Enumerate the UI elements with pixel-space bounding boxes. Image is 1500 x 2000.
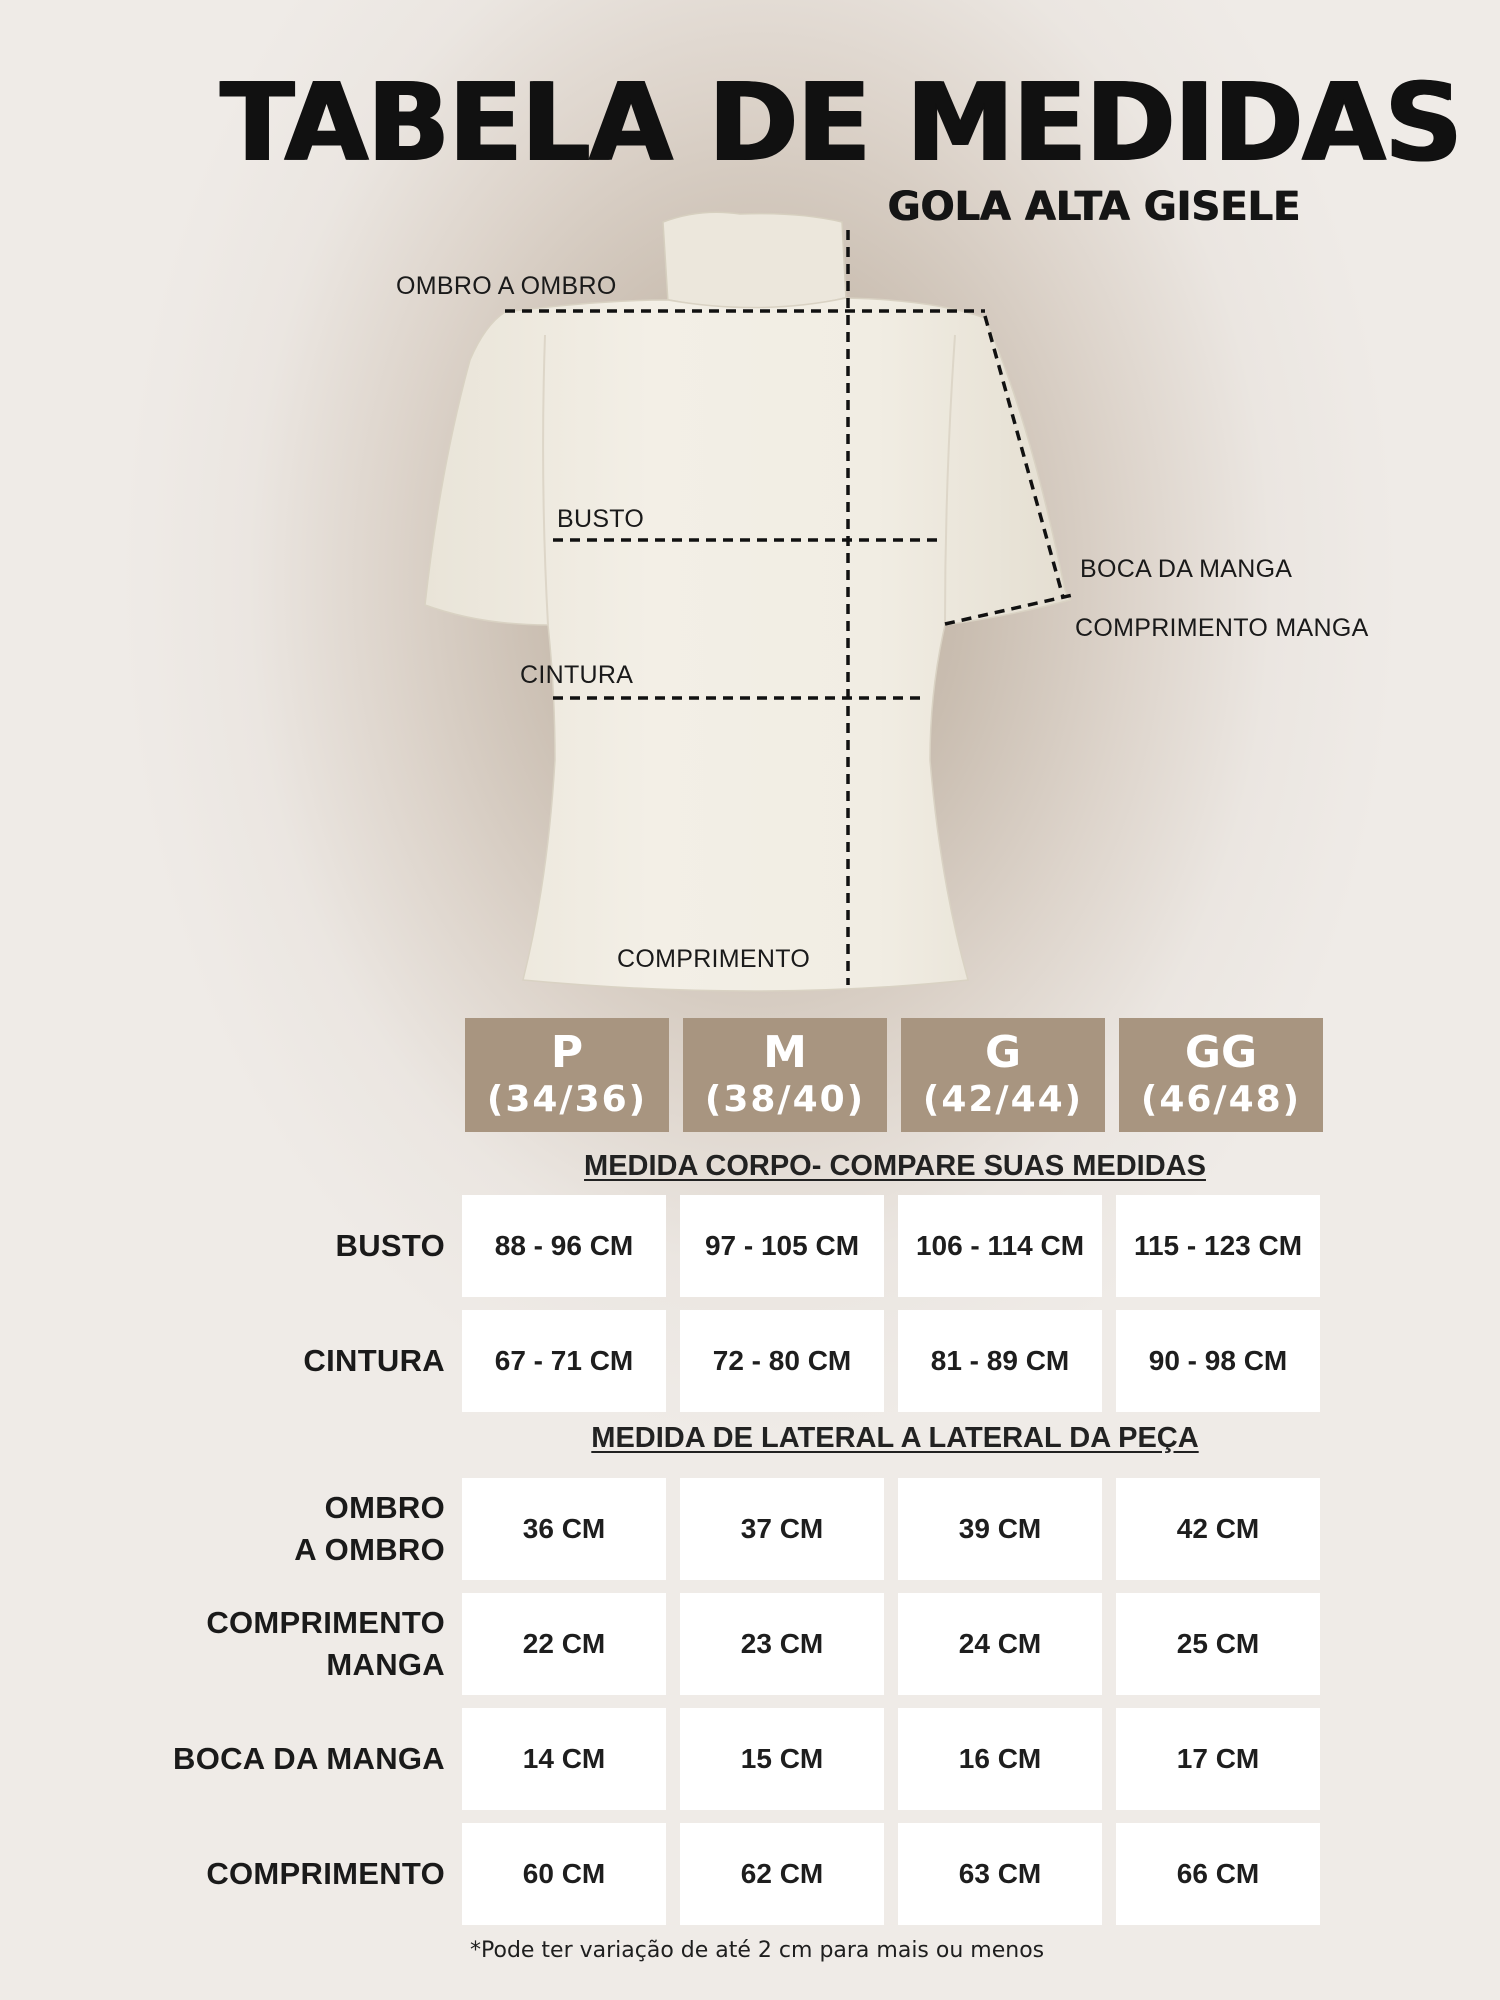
table-cell: 16 CM <box>898 1708 1102 1810</box>
table-cell: 36 CM <box>462 1478 666 1580</box>
label-cintura: CINTURA <box>520 661 634 689</box>
size-header-g <box>901 1018 1105 1132</box>
label-comprimento-manga: COMPRIMENTO MANGA <box>1075 614 1369 642</box>
size-header-p <box>465 1018 669 1132</box>
table-cell: 17 CM <box>1116 1708 1320 1810</box>
body-section-title: MEDIDA CORPO- COMPARE SUAS MEDIDAS <box>584 1150 1206 1182</box>
size-letter: M <box>763 1027 807 1078</box>
row-label-boca-da-manga: BOCA DA MANGA <box>173 1741 445 1776</box>
row-label-cintura: CINTURA <box>303 1343 445 1378</box>
label-comprimento: COMPRIMENTO <box>617 945 811 973</box>
table-cell: 67 - 71 CM <box>462 1310 666 1412</box>
label-ombro-a-ombro: OMBRO A OMBRO <box>396 272 617 300</box>
table-cell: 97 - 105 CM <box>680 1195 884 1297</box>
table-cell: 14 CM <box>462 1708 666 1810</box>
size-range: (42/44) <box>922 1079 1084 1120</box>
garment-section-title: MEDIDA DE LATERAL A LATERAL DA PEÇA <box>591 1422 1199 1454</box>
table-cell: 60 CM <box>462 1823 666 1925</box>
table-cell: 42 CM <box>1116 1478 1320 1580</box>
table-cell: 15 CM <box>680 1708 884 1810</box>
table-cell: 88 - 96 CM <box>462 1195 666 1297</box>
table-cell: 37 CM <box>680 1478 884 1580</box>
row-label-ombro-a-ombro: OMBRO A OMBRO <box>294 1490 445 1567</box>
table-cell: 62 CM <box>680 1823 884 1925</box>
table-cell: 81 - 89 CM <box>898 1310 1102 1412</box>
size-range: (34/36) <box>486 1079 648 1120</box>
size-letter: GG <box>1184 1027 1258 1078</box>
table-cell: 66 CM <box>1116 1823 1320 1925</box>
table-cell: 22 CM <box>462 1593 666 1695</box>
table-cell: 24 CM <box>898 1593 1102 1695</box>
size-range: (46/48) <box>1140 1079 1302 1120</box>
table-cell: 106 - 114 CM <box>898 1195 1102 1297</box>
size-header-m <box>683 1018 887 1132</box>
label-boca-da-manga: BOCA DA MANGA <box>1080 555 1293 583</box>
row-label-busto: BUSTO <box>335 1228 445 1263</box>
shirt-body <box>425 298 1070 991</box>
size-letter: P <box>550 1027 584 1078</box>
size-header-gg <box>1119 1018 1323 1132</box>
collar-shape <box>663 212 846 309</box>
row-label-comprimento-manga: COMPRIMENTO MANGA <box>206 1605 445 1682</box>
table-cell: 25 CM <box>1116 1593 1320 1695</box>
size-range: (38/40) <box>704 1079 866 1120</box>
table-cell: 63 CM <box>898 1823 1102 1925</box>
table-cell: 39 CM <box>898 1478 1102 1580</box>
size-letter: G <box>984 1027 1022 1078</box>
table-cell: 115 - 123 CM <box>1116 1195 1320 1297</box>
variation-footnote: *Pode ter variação de até 2 cm para mais ou menos <box>470 1938 1045 1963</box>
row-label-comprimento: COMPRIMENTO <box>206 1856 445 1891</box>
page-title: TABELA DE MEDIDAS <box>220 61 1462 186</box>
table-cell: 90 - 98 CM <box>1116 1310 1320 1412</box>
table-cell: 23 CM <box>680 1593 884 1695</box>
label-busto: BUSTO <box>557 505 645 533</box>
product-name: GOLA ALTA GISELE <box>887 184 1300 230</box>
table-cell: 72 - 80 CM <box>680 1310 884 1412</box>
